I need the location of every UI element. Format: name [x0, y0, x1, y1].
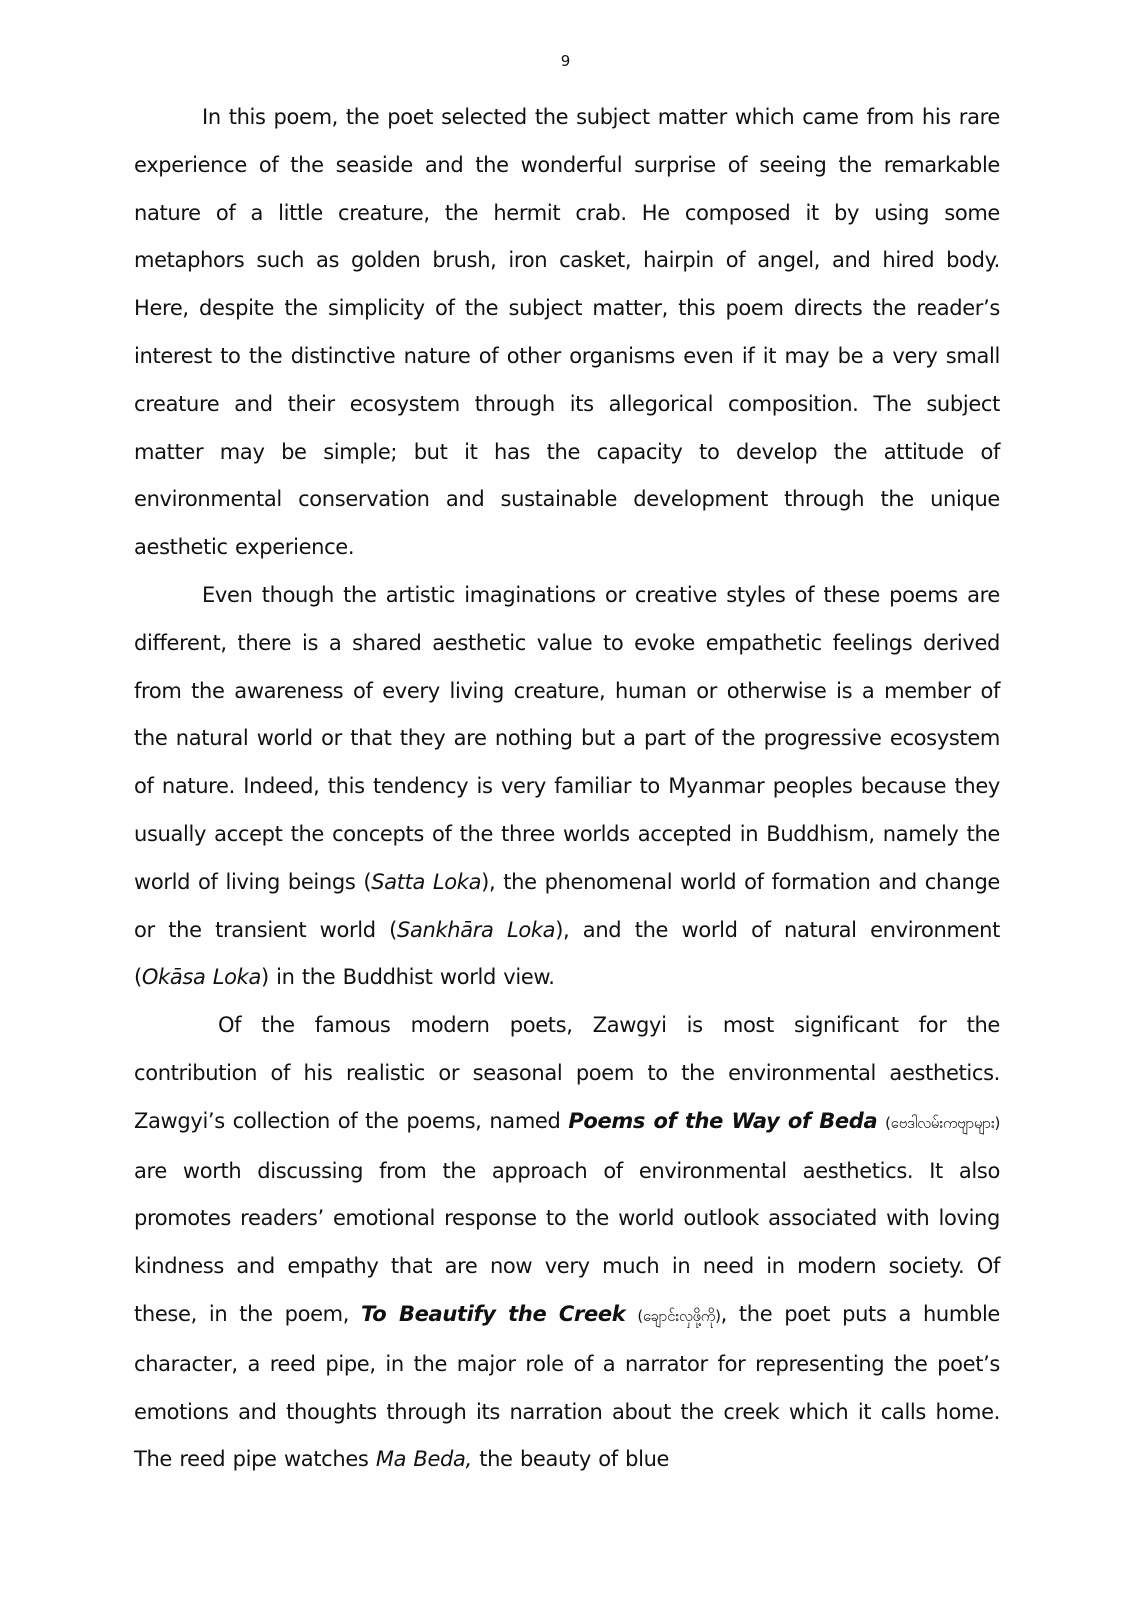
page-number: 9 — [560, 52, 571, 70]
paragraph-1: In this poem, the poet selected the subject matter which came from his rare experience of the seaside and the wonderful surprise of seeing the remarkable nature of a little creature, the hermit crab. He composed it by using some metaphors such as golden brush, iron casket, hairpin of angel, and hired body. Here, despite the simplicity of the subject matter, this poem directs the reader’s interest to the distinctive nature of other organisms even if it may be a very small creature and their ecosystem through its allegorical composition. The subject matter may be simple; but it has the capacity to develop the attitude of environmental conservation and sustainable development through the unique aesthetic experience. — [134, 105, 1000, 560]
text-segment: Even though the artistic imaginations or creative styles of these poems are different, there is a shared aesthetic value to evoke empathetic feelings derived from the awareness of every living creature, human or otherwise is a member of the natural world or that they are nothing but a part of the progressive ecosystem of nature. Indeed, this tendency is very familiar to Myanmar peoples because they usually accept the concepts of the three worlds accepted in Buddhism, namely the world of living beings ( — [134, 582, 1000, 894]
term-sankhara-loka: Sankhāra Loka — [397, 917, 556, 942]
text-segment: ) in the Buddhist world view. — [260, 965, 555, 990]
paragraph-3 — [134, 1002, 1000, 1484]
text-segment: , the poet puts a humble character, a reed pipe, in the major role of a narrator for representing the poet’s emotions and thoughts through its narration about the creek which it calls home. The reed pipe watches — [134, 1301, 1001, 1472]
text-segment: ), the phenomenal world of formation and change or the transient world ( — [134, 869, 1000, 942]
term-okasa-loka: Okāsa Loka — [141, 965, 261, 990]
text-segment: the beauty of blue — [471, 1447, 670, 1472]
text-segment: ), and the world of natural environment ( — [134, 917, 1000, 990]
text-segment: are worth discussing from the approach of environmental aesthetics. It also promotes readers’ emotional response to the world outlook associated with loving kindness and empathy that are now very much in need in modern society. Of these, in the poem, — [134, 1158, 1000, 1326]
term-satta-loka: Satta Loka — [371, 869, 482, 894]
title-to-beautify-the-creek: To Beautify the Creek — [361, 1301, 626, 1326]
paragraph-2 — [134, 572, 1000, 1002]
body-text — [134, 94, 1000, 1484]
text-segment: Of the famous modern poets, Zawgyi is most significant for the contribution of his realistic or seasonal poem to the environmental aesthetics. Zawgyi’s collection of the poems, named — [134, 1013, 1000, 1133]
term-ma-beda: Ma Beda, — [375, 1447, 472, 1472]
title-poems-of-the-way-of-beda: Poems of the Way of Beda — [568, 1108, 878, 1133]
myanmar-title-creek: (ချောင်းလှဖို့ကို) — [637, 1306, 721, 1325]
myanmar-title-beda: (ဗေဒါလမ်းကဗျာများ) — [885, 1113, 1000, 1132]
